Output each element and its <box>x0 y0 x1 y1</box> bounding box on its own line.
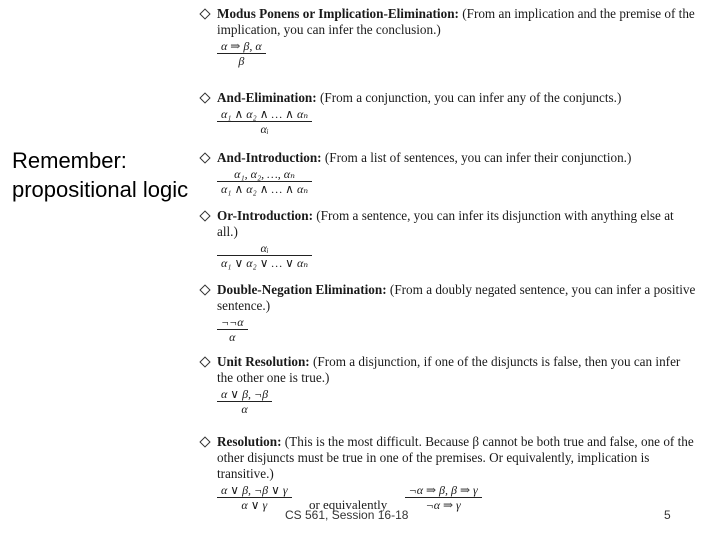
rule-modus-ponens <box>197 6 697 90</box>
diamond-bullet-icon <box>199 356 210 367</box>
rule-name: Modus Ponens or Implication-Elimination: <box>217 6 459 21</box>
rule-description: (From an implication and the premise of the implication, you can infer the conclusion.) <box>217 6 695 37</box>
alternative-label: or equivalently <box>308 497 388 512</box>
diamond-bullet-icon <box>199 92 210 103</box>
formula-denominator: αᵢ <box>260 122 269 136</box>
rule-description: (From a sentence, you can infer its disjunction with anything else at all.) <box>217 208 674 239</box>
rule-double-negation-elimination <box>197 282 697 354</box>
page-number: 5 <box>664 508 671 522</box>
formula-numerator: αᵢ <box>217 241 312 256</box>
rule-and-introduction <box>197 150 697 208</box>
rule-or-introduction <box>197 208 697 282</box>
rule-and-elimination <box>197 90 697 150</box>
formula-numerator: ¬α ⇒ β, β ⇒ γ <box>405 483 482 498</box>
formula-numerator: α₁, α₂, …, αₙ <box>217 167 312 182</box>
diamond-bullet-icon <box>199 210 210 221</box>
rule-description: (From a disjunction, if one of the disjuncts is false, then you can infer the other one is true.) <box>217 354 681 385</box>
inference-rules-list <box>197 6 697 513</box>
footer-session-label: CS 561, Session 16-18 <box>285 508 409 522</box>
formula-denominator: α ∨ γ <box>241 498 268 512</box>
formula-denominator: α₁ ∧ α₂ ∧ … ∧ αₙ <box>221 182 309 196</box>
rule-description: (From a conjunction, you can infer any of the conjuncts.) <box>319 90 622 105</box>
diamond-bullet-icon <box>199 8 210 19</box>
rule-formula <box>217 387 272 416</box>
diamond-bullet-icon <box>199 436 210 447</box>
rule-description: (From a doubly negated sentence, you can infer a positive sentence.) <box>217 282 696 313</box>
rule-name: And-Introduction: <box>217 150 322 165</box>
formula-denominator: α <box>241 402 248 416</box>
rule-resolution <box>197 434 697 513</box>
rule-formula <box>217 315 248 344</box>
formula-denominator: α₁ ∨ α₂ ∨ … ∨ αₙ <box>221 256 309 270</box>
slide-title: Remember: propositional logic <box>12 148 189 202</box>
formula-numerator: ¬¬α <box>217 315 248 330</box>
diamond-bullet-icon <box>199 284 210 295</box>
formula-numerator: α ⇒ β, α <box>217 39 266 54</box>
rule-formula <box>217 483 292 512</box>
rule-formula <box>217 107 312 136</box>
rule-unit-resolution <box>197 354 697 434</box>
rule-name: Resolution: <box>217 434 282 449</box>
rule-description: (This is the most difficult. Because β cannot be both true and false, one of the other disjuncts must be true in one of the premises. Or equivalently, implication is transitive.) <box>217 434 694 481</box>
formula-denominator: α <box>229 330 236 344</box>
rule-name: And-Elimination: <box>217 90 317 105</box>
rule-formula <box>217 241 312 270</box>
formula-numerator: α ∨ β, ¬β ∨ γ <box>217 483 292 498</box>
formula-numerator: α₁ ∧ α₂ ∧ … ∧ αₙ <box>217 107 312 122</box>
rule-formula <box>217 167 312 196</box>
formula-numerator: α ∨ β, ¬β <box>217 387 272 402</box>
rule-name: Unit Resolution: <box>217 354 310 369</box>
rule-description: (From a list of sentences, you can infer their conjunction.) <box>324 150 632 165</box>
formula-denominator: ¬α ⇒ γ <box>425 498 461 512</box>
rule-name: Double-Negation Elimination: <box>217 282 387 297</box>
rule-name: Or-Introduction: <box>217 208 313 223</box>
rule-formula <box>217 39 266 68</box>
rule-formula-alternative <box>405 483 482 512</box>
diamond-bullet-icon <box>199 152 210 163</box>
formula-denominator: β <box>238 54 245 68</box>
